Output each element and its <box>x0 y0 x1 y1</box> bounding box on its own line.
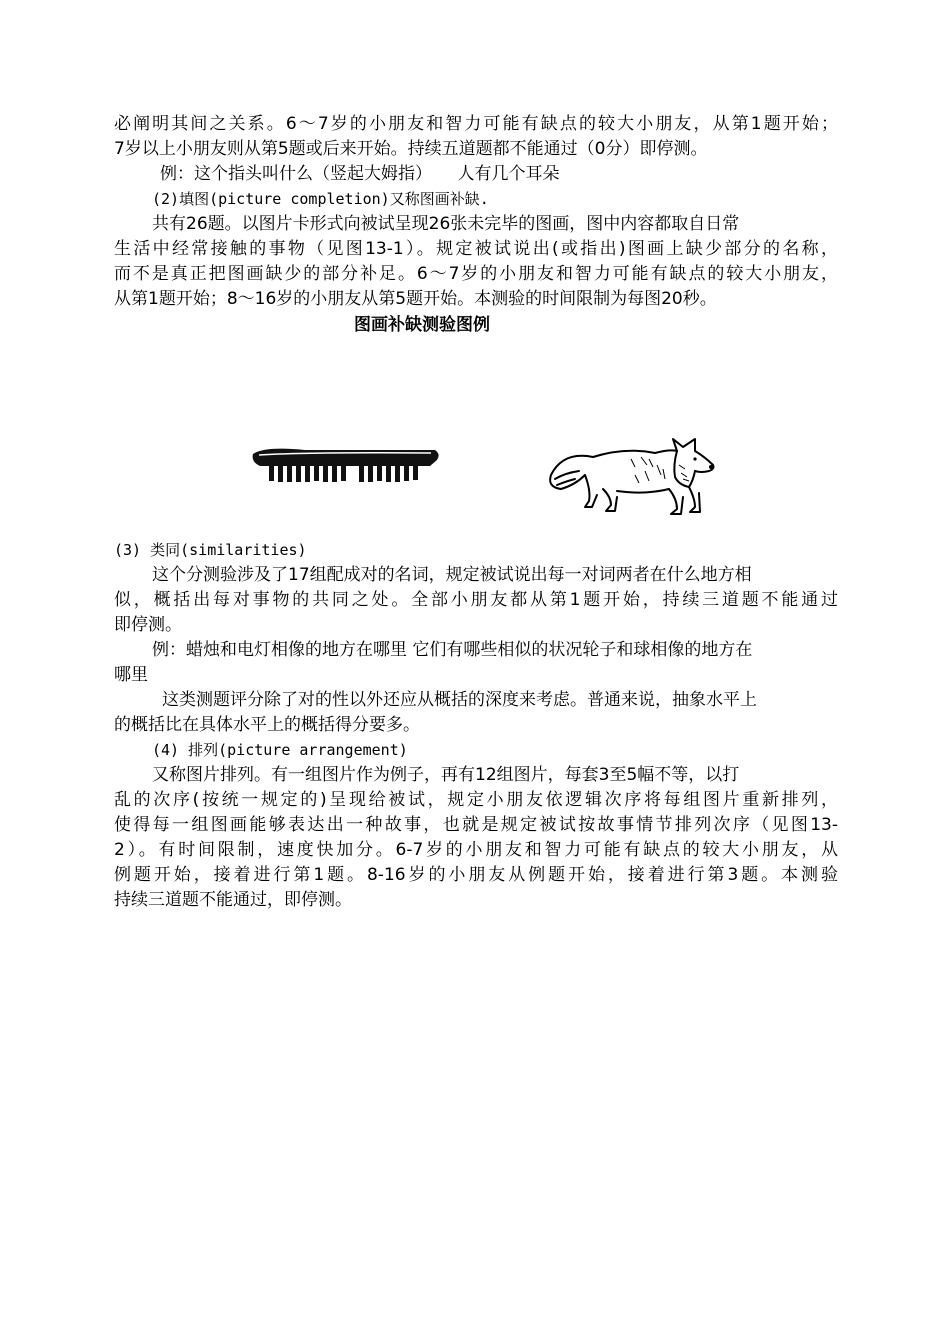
paragraph-line: 哪里 <box>114 665 148 685</box>
paragraph-line: 持续三道题不能通过，即停测。 <box>114 890 352 910</box>
paragraph-line: 似，概括出每对事物的共同之处。全部小朋友都从第1题开始，持续三道题不能通过 <box>114 590 838 610</box>
paragraph-line: 共有26题。以图片卡形式向被试呈现26张未完毕的图画，图中内容都取自日常 <box>152 214 740 234</box>
paragraph-line: 从第1题开始；8～16岁的小朋友从第5题开始。本测验的时间限制为每图20秒。 <box>114 289 717 309</box>
paragraph-line: 使得每一组图画能够表达出一种故事，也就是规定被试按故事情节排列次序（见图13- <box>114 815 838 835</box>
comb-icon <box>245 440 445 490</box>
paragraph-line: 生活中经常接触的事物（见图13-1）。规定被试说出(或指出)图画上缺少部分的名称， <box>114 239 838 259</box>
paragraph-line: 而不是真正把图画缺少的部分补足。6～7岁的小朋友和智力可能有缺点的较大小朋友， <box>114 264 838 284</box>
example-line: 例：蜡烛和电灯相像的地方在哪里 它们有哪些相似的状况轮子和球相像的地方在 <box>152 640 753 660</box>
section-heading-picture-completion: (2)填图(picture completion)又称图画补缺. <box>152 190 489 208</box>
paragraph-line: 2）。有时间限制，速度快加分。6-7岁的小朋友和智力可能有缺点的较大小朋友，从 <box>114 840 838 860</box>
paragraph-line: 即停测。 <box>114 615 182 635</box>
paragraph-line: 例题开始，接着进行第1题。8-16岁的小朋友从例题开始，接着进行第3题。本测验 <box>114 865 838 885</box>
paragraph-line: 7岁以上小朋友则从第5题或后来开始。持续五道题都不能通过（0分）即停测。 <box>114 139 708 159</box>
paragraph-line: 这个分测验涉及了17组配成对的名词，规定被试说出每一对词两者在什么地方相 <box>152 565 752 585</box>
paragraph-line: 乱的次序(按统一规定的)呈现给被试，规定小朋友依逻辑次序将每组图片重新排列， <box>114 790 838 810</box>
paragraph-line: 的概括比在具体水平上的概括得分要多。 <box>114 715 420 735</box>
section-heading-similarities: (3) 类同(similarities) <box>114 541 307 559</box>
section-heading-picture-arrangement: (4) 排列(picture arrangement) <box>152 741 408 759</box>
paragraph-line: 这类测题评分除了对的性以外还应从概括的深度来考虑。普通来说，抽象水平上 <box>162 690 757 710</box>
example-line: 例：这个指头叫什么（竖起大姆指） 人有几个耳朵 <box>160 164 560 184</box>
paragraph-line: 又称图片排列。有一组图片作为例子，再有12组图片，每套3至5幅不等，以打 <box>152 765 740 785</box>
paragraph-line: 必阐明其间之关系。6～7岁的小朋友和智力可能有缺点的较大小朋友，从第1题开始； <box>114 114 838 134</box>
fox-icon <box>545 435 725 520</box>
figure-title: 图画补缺测验图例 <box>354 315 490 335</box>
